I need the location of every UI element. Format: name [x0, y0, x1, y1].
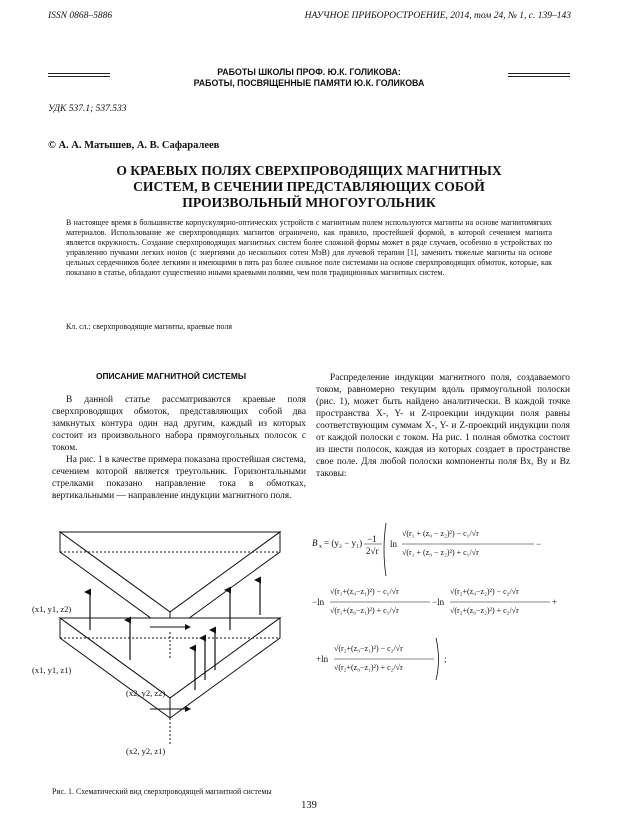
vertex-label: (x2, y2, z1): [126, 746, 166, 756]
svg-text:B: B: [312, 538, 318, 548]
svg-text:√(r₂+(z₀−z₂)²) + c₂/√r: √(r₂+(z₀−z₂)²) + c₂/√r: [450, 606, 519, 615]
svg-text:ln: ln: [390, 539, 398, 549]
svg-text:−ln: −ln: [432, 597, 445, 607]
udk-code: УДК 537.1; 537.533: [48, 104, 127, 114]
magnet-diagram: [30, 520, 320, 782]
paragraph: На рис. 1 в качестве примера показана простейшая система, сечением которой является треугольник. Горизонтальными стрелками показано направление тока в обмотках, вертикальными — направление индукции магнитного поля.: [52, 455, 306, 501]
authors: © А. А. Матышев, А. В. Сафаралеев: [48, 140, 220, 151]
page-number: 139: [301, 800, 317, 811]
title-line-1: О КРАЕВЫХ ПОЛЯХ СВЕРХПРОВОДЯЩИХ МАГНИТНЫХ: [116, 163, 502, 178]
paragraph: Распределение индукции магнитного поля, создаваемого током, равномерно текущим вдоль прямоугольной полоски (рис. 1), может быть найдено аналитически. В каждой точке пространства X-, Y- и Z-проекции индукции поля равны соответствующим суммам X-, Y- и Z-проекций индукции поля от каждой полоски с током. На рис. 1 полная обмотка состоит из шести полосок, каждая из которых создает в пространстве свое поле. Для любой полоски компоненты поля Bx, By и Bz таковы:: [316, 373, 570, 479]
vertex-label: (x2, y2, z2): [126, 688, 166, 698]
issn: ISSN 0868–5886: [48, 11, 113, 21]
series-line-1: РАБОТЫ ШКОЛЫ ПРОФ. Ю.К. ГОЛИКОВА:: [217, 67, 401, 77]
svg-text:−ln: −ln: [312, 597, 325, 607]
vertex-label: (x1, y1, z2): [32, 604, 72, 614]
svg-text:−1: −1: [367, 534, 377, 544]
section-heading: ОПИСАНИЕ МАГНИТНОЙ СИСТЕМЫ: [95, 371, 247, 381]
title-line-3: ПРОИЗВОЛЬНЫЙ МНОГОУГОЛЬНИК: [182, 195, 436, 210]
series-heading: [0, 67, 618, 89]
svg-text:√(r₁+(z₀−z₁)²) + c₁/√r: √(r₁+(z₀−z₁)²) + c₁/√r: [330, 606, 399, 615]
figure-1: [30, 520, 320, 782]
formula-bx: [312, 520, 574, 684]
svg-text:+ln: +ln: [316, 654, 329, 664]
svg-text:−: −: [536, 539, 542, 549]
journal-reference: НАУЧНОЕ ПРИБОРОСТРОЕНИЕ, 2014, том 24, № 1, с. 139–143: [304, 11, 571, 21]
svg-text:√(r₂+(z₀−z₂)²) − c₂/√r: √(r₂+(z₀−z₂)²) − c₂/√r: [450, 587, 519, 596]
left-column-text: [52, 394, 306, 502]
svg-text:;: ;: [444, 654, 447, 664]
svg-text:= (y₂ − y₁): = (y₂ − y₁): [324, 538, 363, 548]
right-column-text: [316, 372, 570, 480]
svg-text:√(r₂+(z₀−z₁)²) + c₂/√r: √(r₂+(z₀−z₁)²) + c₂/√r: [334, 663, 403, 672]
figure-caption: Рис. 1. Схематический вид сверхпроводящей магнитной системы: [52, 787, 272, 796]
abstract: В настоящее время в большинстве корпускулярно-оптических устройств с магнитным полем используются магниты на основе магнитомягких материалов. Использование же сверхпроводящих магнитов ограничено, как правило, простейшей формой, в которой сечением магнита является окружность. Создание сверхпроводящих магнитных систем более сложной формы может в ряде случаев, особенно в устройствах по управлению пучками легких ионов (с энергиями до нескольких сотен МэВ) для лучевой терапии [1], заменить тяжелые магниты на основе цельных сердечников более легкими и имеющими в пять раз более сильное поле системами на основе сверхпроводящих обмоток, которые, как показано в статье, обладают существенно иными краевыми полями, чем поля традиционных магнитных систем.: [66, 218, 552, 277]
formula-render: [312, 520, 574, 684]
svg-text:√(r₁+(z₀−z₁)²) − c₁/√r: √(r₁+(z₀−z₁)²) − c₁/√r: [330, 587, 399, 596]
svg-text:√(r₁ + (z₀ − z₂)²) − c₁/√r: √(r₁ + (z₀ − z₂)²) − c₁/√r: [402, 529, 479, 538]
article-title: [40, 163, 578, 211]
svg-text:√(r₂+(z₀−z₁)²) − c₂/√r: √(r₂+(z₀−z₁)²) − c₂/√r: [334, 644, 403, 653]
vertex-label: (x1, y1, z1): [32, 665, 72, 675]
svg-text:x: x: [319, 544, 322, 550]
title-line-2: СИСТЕМ, В СЕЧЕНИИ ПРЕДСТАВЛЯЮЩИХ СОБОЙ: [133, 179, 485, 194]
paragraph: В данной статье рассматриваются краевые поля сверхпроводящих обмоток, представляющих собой два замкнутых контура один над другим, каждый из которых состоит из произвольного набора прямоугольных полосок с током.: [52, 395, 306, 453]
svg-text:√(r₁ + (z₀ − z₂)²) + c₁/√r: √(r₁ + (z₀ − z₂)²) + c₁/√r: [402, 548, 479, 557]
svg-text:2√r: 2√r: [366, 546, 379, 556]
keywords: Кл. сл.: сверхпроводящие магниты, краевые поля: [66, 322, 232, 331]
svg-text:+: +: [552, 597, 558, 607]
series-line-2: РАБОТЫ, ПОСВЯЩЕННЫЕ ПАМЯТИ Ю.К. ГОЛИКОВА: [193, 78, 425, 88]
